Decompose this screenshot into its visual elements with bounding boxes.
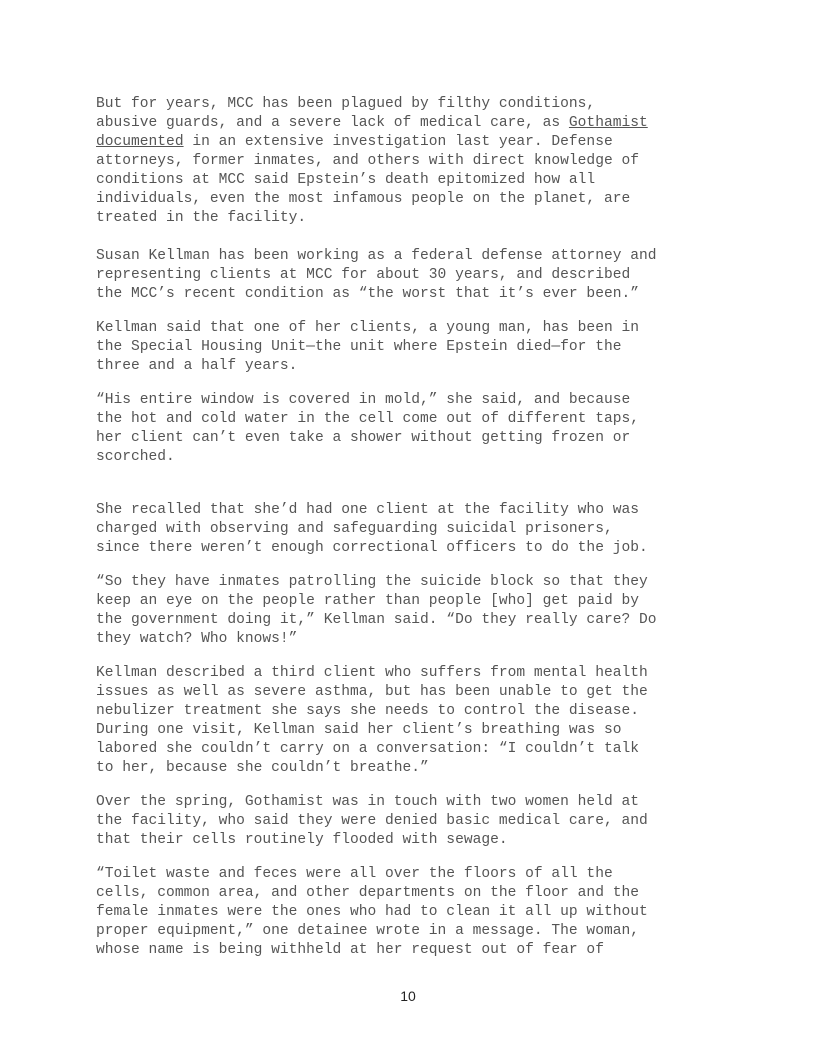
paragraph-9 — [96, 865, 736, 960]
paragraph-line: “Toilet waste and feces were all over the floors of all the — [96, 866, 613, 882]
paragraph-7 — [96, 664, 736, 778]
paragraph-line: nebulizer treatment she says she needs to control the disease. — [96, 703, 639, 719]
paragraph-line: the Special Housing Unit—the unit where Epstein died—for the — [96, 339, 622, 355]
gothamist-link[interactable]: Gothamist — [568, 115, 648, 131]
documented-link[interactable]: documented — [96, 134, 184, 150]
paragraph-line: to her, because she couldn’t breathe.” — [96, 760, 429, 776]
paragraph-line: the MCC’s recent condition as “the worst that it’s ever been.” — [96, 286, 639, 302]
paragraph-3 — [96, 319, 736, 376]
paragraph-line: charged with observing and safeguarding suicidal prisoners, — [96, 521, 613, 537]
paragraph-6 — [96, 573, 736, 649]
paragraph-line: cells, common area, and other departments on the floor and the — [96, 885, 639, 901]
page-number: 10 — [400, 988, 416, 1004]
paragraph-line: conditions at MCC said Epstein’s death epitomized how all — [96, 172, 596, 188]
paragraph-2 — [96, 247, 736, 304]
paragraph-line: they watch? Who knows!” — [96, 631, 298, 647]
paragraph-line: the hot and cold water in the cell come out of different taps, — [96, 411, 639, 427]
paragraph-1 — [96, 95, 736, 228]
paragraph-line: whose name is being withheld at her request out of fear of — [96, 942, 604, 958]
paragraph-line: “His entire window is covered in mold,” she said, and because — [96, 392, 631, 408]
paragraph-line: in an extensive investigation last year. Defense — [183, 134, 613, 150]
paragraph-line: Susan Kellman has been working as a federal defense attorney and — [96, 248, 657, 264]
paragraph-line: since there weren’t enough correctional officers to do the job. — [96, 540, 648, 556]
paragraph-8 — [96, 793, 736, 850]
paragraph-line: treated in the facility. — [96, 210, 307, 226]
paragraph-line: three and a half years. — [96, 358, 298, 374]
paragraph-line: her client can’t even take a shower without getting frozen or — [96, 430, 631, 446]
paragraph-line: She recalled that she’d had one client at the facility who was — [96, 502, 639, 518]
paragraph-line: the facility, who said they were denied basic medical care, and — [96, 813, 648, 829]
document-body — [96, 95, 736, 960]
paragraph-line: Kellman described a third client who suffers from mental health — [96, 665, 648, 681]
paragraph-line: proper equipment,” one detainee wrote in a message. The woman, — [96, 923, 639, 939]
paragraph-5 — [96, 501, 736, 558]
paragraph-line: scorched. — [96, 449, 175, 465]
paragraph-line: Kellman said that one of her clients, a young man, has been in — [96, 320, 639, 336]
paragraph-line: abusive guards, and a severe lack of medical care, as — [96, 115, 569, 131]
paragraph-line: labored she couldn’t carry on a conversation: “I couldn’t talk — [96, 741, 639, 757]
paragraph-line: Over the spring, Gothamist was in touch with two women held at — [96, 794, 639, 810]
paragraph-4 — [96, 391, 736, 467]
paragraph-line: the government doing it,” Kellman said. “Do they really care? Do — [96, 612, 657, 628]
paragraph-line: “So they have inmates patrolling the suicide block so that they — [96, 574, 648, 590]
paragraph-line: representing clients at MCC for about 30 years, and described — [96, 267, 631, 283]
paragraph-line: keep an eye on the people rather than people [who] get paid by — [96, 593, 639, 609]
paragraph-line: attorneys, former inmates, and others with direct knowledge of — [96, 153, 639, 169]
paragraph-line: But for years, MCC has been plagued by filthy conditions, — [96, 96, 596, 112]
paragraph-line: individuals, even the most infamous people on the planet, are — [96, 191, 631, 207]
paragraph-line: During one visit, Kellman said her client’s breathing was so — [96, 722, 622, 738]
paragraph-line: issues as well as severe asthma, but has been unable to get the — [96, 684, 648, 700]
paragraph-line: that their cells routinely flooded with sewage. — [96, 832, 508, 848]
paragraph-line: female inmates were the ones who had to clean it all up without — [96, 904, 648, 920]
